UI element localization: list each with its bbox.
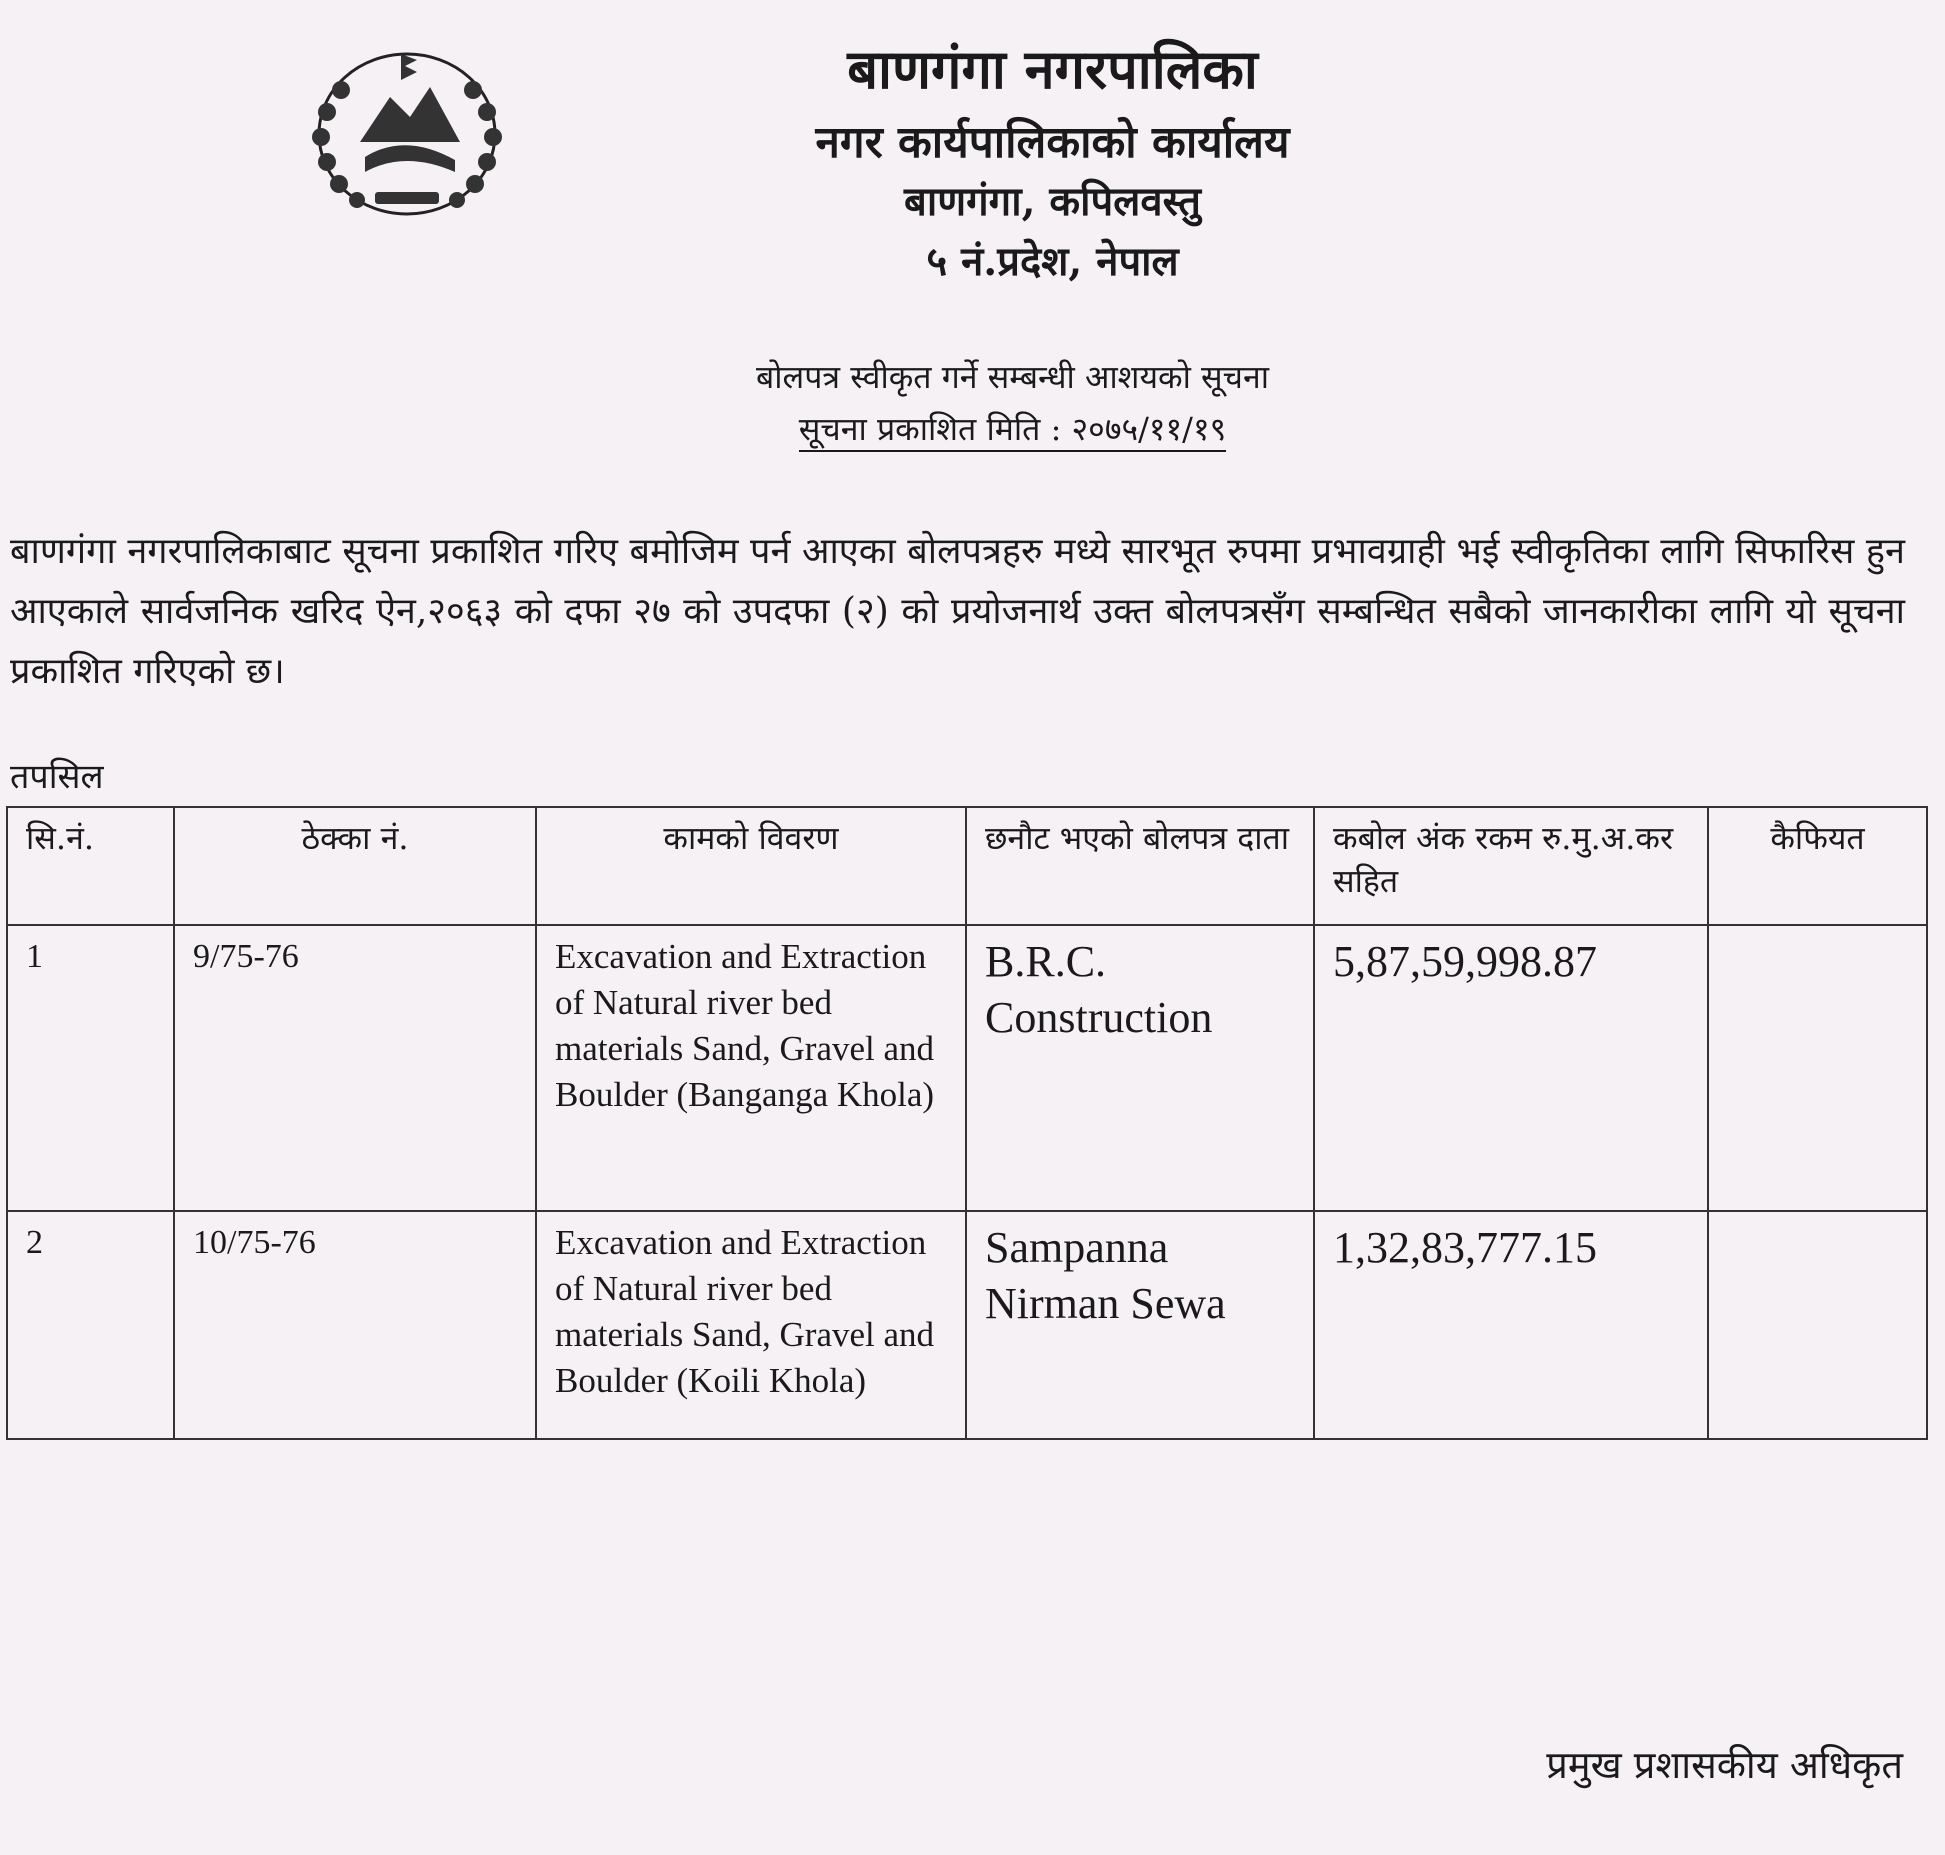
notice-title: बोलपत्र स्वीकृत गर्ने सम्बन्धी आशयको सूचना — [755, 358, 1270, 396]
header-work: कामको विवरण — [536, 807, 966, 925]
cell-amount: 5,87,59,998.87 — [1314, 925, 1708, 1211]
header-amount: कबोल अंक रकम रु.मु.अ.कर सहित — [1314, 807, 1708, 925]
notice-body: बाणगंगा नगरपालिकाबाट सूचना प्रकाशित गरिए बमोजिम पर्न आएका बोलपत्रहरु मध्ये सारभूत रुपमा प्रभावग्राही भई स्वीकृतिका लागि सिफारिस हुन आएकाले सार्वजनिक खरिद ऐन,२०६३ को दफा २७ को उपदफा (२) को प्रयोजनार्थ उक्त बोलपत्रसँग सम्बन्धित सबैको जानकारीका लागि यो सूचना प्रकाशित गरिएको छ। — [10, 531, 1905, 692]
cell-sn: 1 — [7, 925, 174, 1211]
header-remarks: कैफियत — [1708, 807, 1927, 925]
cell-bidder: B.R.C. Construction — [966, 925, 1314, 1211]
cell-remarks — [1708, 925, 1927, 1211]
header-bidder: छनौट भएको बोलपत्र दाता — [966, 807, 1314, 925]
header-contract: ठेक्का नं. — [174, 807, 536, 925]
province-country: ५ नं.प्रदेश, नेपाल — [926, 238, 1179, 285]
cell-remarks — [1708, 1211, 1927, 1439]
cell-work: Excavation and Extraction of Natural river bed materials Sand, Gravel and Boulder (Banganga Khola) — [536, 925, 966, 1211]
cell-amount: 1,32,83,777.15 — [1314, 1211, 1708, 1439]
cell-contract: 9/75-76 — [174, 925, 536, 1211]
table-row — [7, 1211, 1927, 1439]
table-header-row — [7, 807, 1927, 925]
schedule-label: तपसिल — [10, 757, 104, 797]
cell-bidder: Sampanna Nirman Sewa — [966, 1211, 1314, 1439]
cell-contract: 10/75-76 — [174, 1211, 536, 1439]
bid-table — [6, 806, 1928, 1440]
signatory-title: प्रमुख प्रशासकीय अधिकृत — [1546, 1743, 1903, 1787]
table-row — [7, 925, 1927, 1211]
header-sn: सि.नं. — [7, 807, 174, 925]
municipality-title: बाणगंगा नगरपालिका — [847, 37, 1258, 101]
office-location: बाणगंगा, कपिलवस्तु — [904, 178, 1201, 225]
cell-sn: 2 — [7, 1211, 174, 1439]
office-name: नगर कार्यपालिकाको कार्यालय — [815, 117, 1290, 168]
notice-date — [0, 407, 1945, 450]
cell-work: Excavation and Extraction of Natural river bed materials Sand, Gravel and Boulder (Koili Khola) — [536, 1211, 966, 1439]
notice-date-text: सूचना प्रकाशित मिति : २०७५/११/१९ — [799, 410, 1226, 452]
